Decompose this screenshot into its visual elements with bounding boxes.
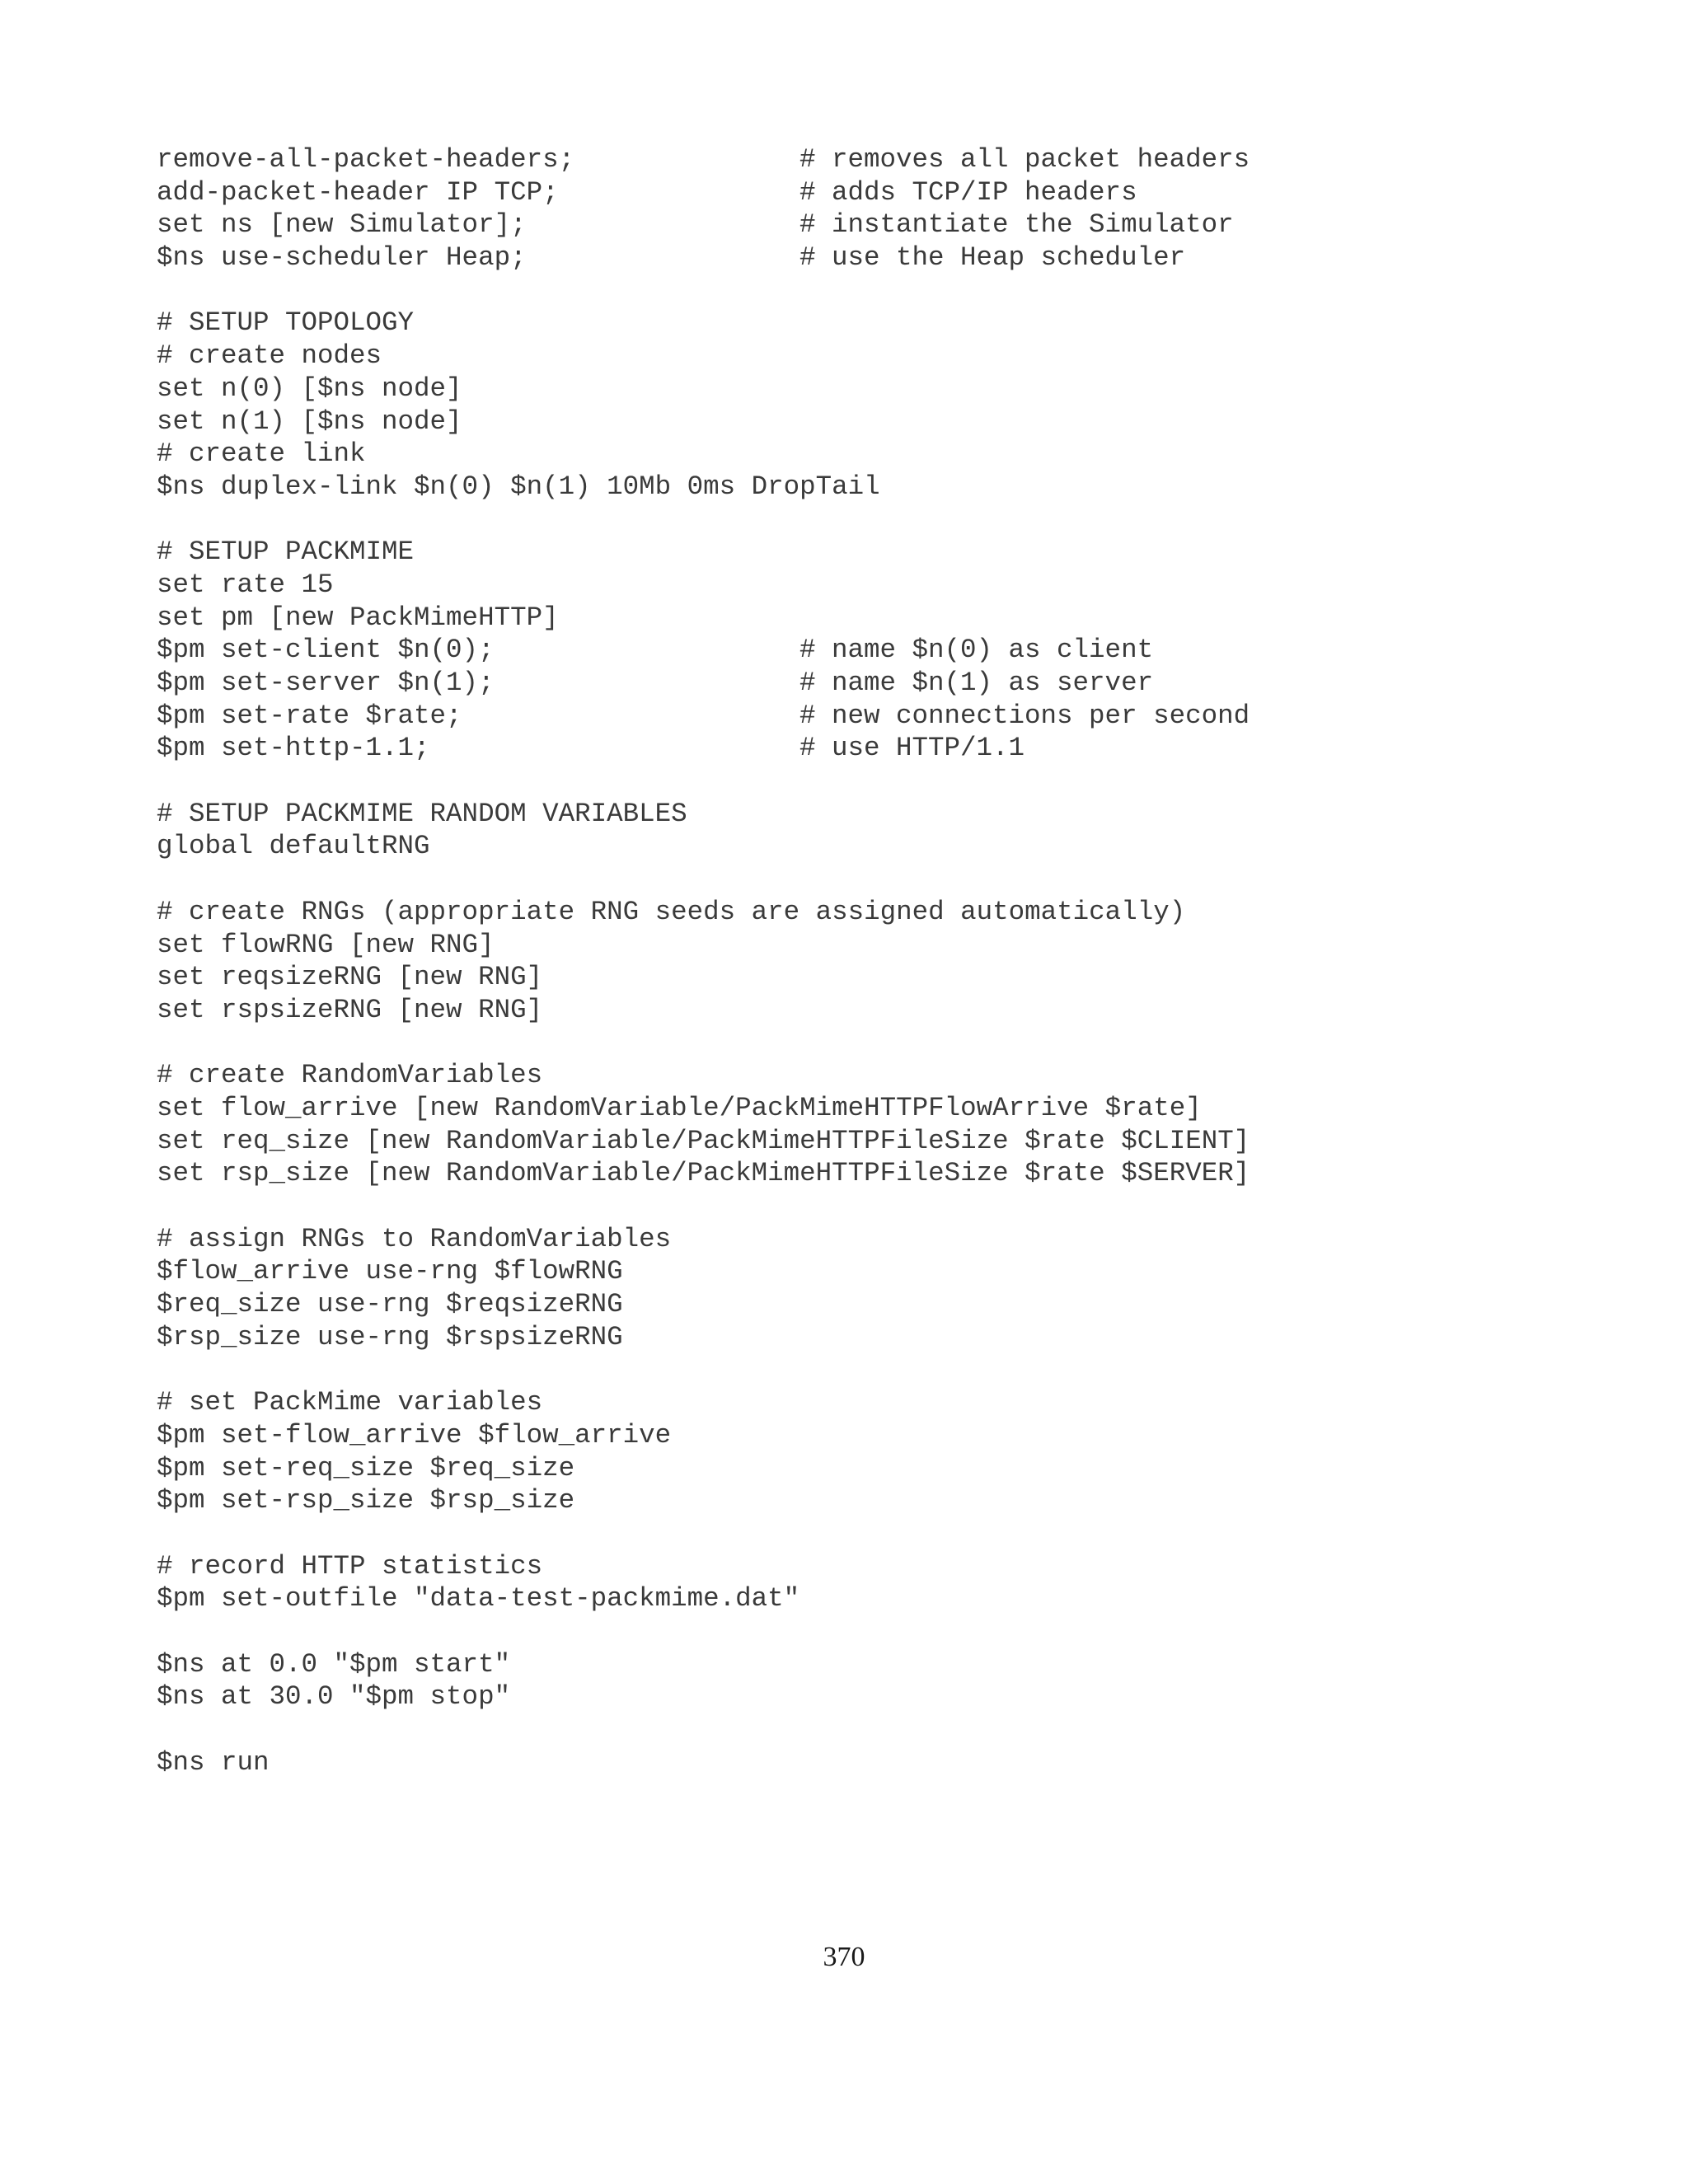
blank-line <box>157 1517 1558 1550</box>
code-statement: $ns duplex-link $n(0) $n(1) 10Mb 0ms DropTail <box>157 471 880 502</box>
code-listing <box>157 143 1558 1779</box>
code-statement: set ns [new Simulator]; <box>157 209 527 241</box>
code-line <box>157 961 1558 994</box>
code-line <box>157 1157 1558 1190</box>
code-statement: set reqsizeRNG [new RNG] <box>157 962 543 993</box>
code-line <box>157 1746 1558 1779</box>
code-comment: # name $n(0) as client <box>799 635 1154 666</box>
code-line <box>157 634 1558 667</box>
code-line <box>157 667 1558 700</box>
code-line <box>157 1452 1558 1485</box>
code-comment: # removes all packet headers <box>799 144 1250 175</box>
code-statement: $pm set-outfile "data-test-packmime.dat" <box>157 1583 800 1615</box>
code-statement: set n(0) [$ns node] <box>157 373 462 404</box>
code-comment: # instantiate the Simulator <box>799 209 1234 241</box>
code-statement: remove-all-packet-headers; <box>157 144 575 175</box>
code-line <box>157 241 1558 274</box>
code-statement: $pm set-rate $rate; <box>157 700 462 731</box>
code-line <box>157 176 1558 209</box>
blank-line <box>157 274 1558 307</box>
code-statement: set rspsizeRNG [new RNG] <box>157 994 543 1025</box>
code-statement: set req_size [new RandomVariable/PackMimeHTTPFileSize $rate $CLIENT] <box>157 1125 1250 1156</box>
blank-line <box>157 504 1558 537</box>
code-statement: # SETUP PACKMIME <box>157 537 415 568</box>
code-line <box>157 1092 1558 1125</box>
code-statement: set rsp_size [new RandomVariable/PackMimeHTTPFileSize $rate $SERVER] <box>157 1158 1250 1189</box>
code-statement: # create nodes <box>157 340 382 372</box>
code-line <box>157 1419 1558 1452</box>
code-statement: add-packet-header IP TCP; <box>157 176 559 208</box>
blank-line <box>157 1353 1558 1386</box>
code-line <box>157 1223 1558 1256</box>
code-statement: # record HTTP statistics <box>157 1550 543 1582</box>
code-comment: # use HTTP/1.1 <box>799 733 1025 764</box>
code-statement: $ns at 0.0 "$pm start" <box>157 1648 511 1680</box>
code-line <box>157 830 1558 863</box>
code-statement: $ns use-scheduler Heap; <box>157 242 527 274</box>
code-line <box>157 536 1558 569</box>
code-line <box>157 1386 1558 1419</box>
code-statement: # SETUP TOPOLOGY <box>157 307 415 339</box>
code-comment: # adds TCP/IP headers <box>799 176 1137 208</box>
code-comment: # new connections per second <box>799 700 1250 731</box>
code-statement: # create link <box>157 438 366 470</box>
code-statement: global defaultRNG <box>157 831 430 862</box>
code-comment: # use the Heap scheduler <box>799 242 1186 274</box>
code-line <box>157 209 1558 241</box>
blank-line <box>157 1713 1558 1746</box>
blank-line <box>157 1615 1558 1648</box>
blank-line <box>157 1190 1558 1223</box>
page-number: 370 <box>823 1942 865 1972</box>
code-line <box>157 340 1558 373</box>
code-statement: $ns at 30.0 "$pm stop" <box>157 1681 511 1713</box>
code-statement: $pm set-req_size $req_size <box>157 1452 575 1483</box>
code-statement: # set PackMime variables <box>157 1387 543 1418</box>
code-statement: set n(1) [$ns node] <box>157 405 462 437</box>
code-line <box>157 602 1558 635</box>
blank-line <box>157 863 1558 896</box>
code-line <box>157 896 1558 929</box>
code-statement: $pm set-flow_arrive $flow_arrive <box>157 1419 672 1451</box>
code-line <box>157 1680 1558 1713</box>
code-line <box>157 1255 1558 1288</box>
code-line <box>157 929 1558 962</box>
code-line <box>157 1125 1558 1158</box>
code-line <box>157 143 1558 176</box>
code-line <box>157 1582 1558 1615</box>
code-line <box>157 373 1558 405</box>
code-statement: # assign RNGs to RandomVariables <box>157 1223 672 1254</box>
code-line <box>157 1288 1558 1321</box>
code-line <box>157 471 1558 504</box>
code-statement: # create RNGs (appropriate RNG seeds are assigned automatically) <box>157 896 1186 927</box>
code-statement: $rsp_size use-rng $rspsizeRNG <box>157 1321 623 1352</box>
blank-line <box>157 765 1558 798</box>
code-line <box>157 1059 1558 1092</box>
code-statement: $pm set-server $n(1); <box>157 668 495 698</box>
code-statement: set flowRNG [new RNG] <box>157 929 495 960</box>
code-line <box>157 732 1558 765</box>
code-line <box>157 1550 1558 1583</box>
blank-line <box>157 1027 1558 1060</box>
code-statement: set flow_arrive [new RandomVariable/PackMimeHTTPFlowArrive $rate] <box>157 1092 1202 1123</box>
code-statement: $req_size use-rng $reqsizeRNG <box>157 1289 623 1320</box>
code-statement: $ns run <box>157 1746 270 1778</box>
code-statement: $pm set-http-1.1; <box>157 733 430 764</box>
code-statement: # SETUP PACKMIME RANDOM VARIABLES <box>157 798 687 829</box>
code-statement: $pm set-client $n(0); <box>157 635 495 666</box>
code-line <box>157 1648 1558 1681</box>
code-comment: # name $n(1) as server <box>799 668 1154 698</box>
code-line <box>157 1484 1558 1517</box>
code-line <box>157 569 1558 602</box>
code-line <box>157 700 1558 733</box>
code-line <box>157 1321 1558 1354</box>
code-statement: # create RandomVariables <box>157 1060 543 1091</box>
code-line <box>157 307 1558 340</box>
code-line <box>157 405 1558 438</box>
code-statement: set rate 15 <box>157 569 334 600</box>
code-line <box>157 798 1558 831</box>
code-line <box>157 438 1558 471</box>
code-statement: $flow_arrive use-rng $flowRNG <box>157 1256 623 1287</box>
code-statement: set pm [new PackMimeHTTP] <box>157 602 559 633</box>
code-line <box>157 994 1558 1027</box>
code-statement: $pm set-rsp_size $rsp_size <box>157 1485 575 1516</box>
